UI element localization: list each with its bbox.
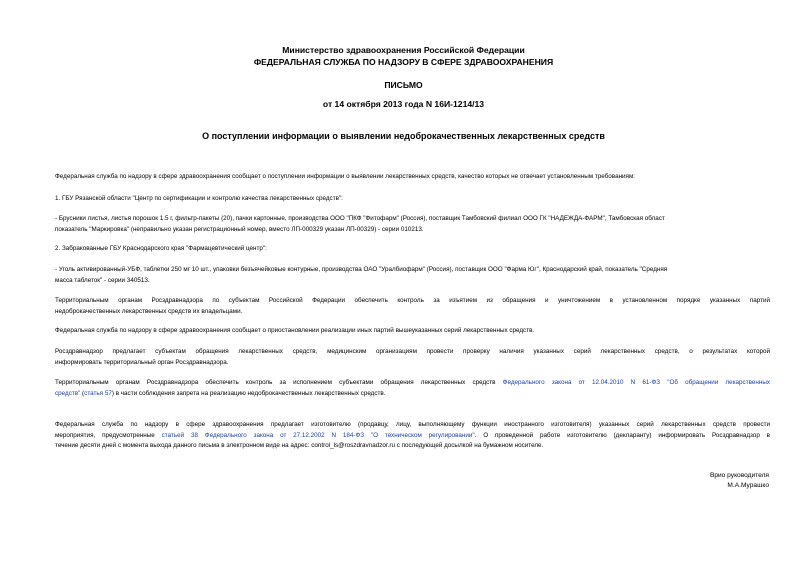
paragraph-suspension [55,326,770,337]
document-date-number: от 14 октября 2013 года N 16И-1214/13 [322,99,485,109]
paragraph-inspection [55,347,770,368]
paragraph-manufacturer [55,420,770,452]
paragraph-item-1-detail [55,214,770,235]
territorial-control-line-1: Территориальным органам Росздравнадзора по субъектам Российской Федерации обеспечить контроль за изъятием из обращения и уничтожением в установленном порядке указанных партий [55,297,770,304]
paragraph-intro [55,172,770,183]
item-1-heading-text: 1. ГБУ Рязанской области "Центр по сертификации и контролю качества лекарственных средств": [55,195,343,202]
federal-law-61-link[interactable]: Федерального закона от 12.04.2010 N 61-ФЗ "Об обращении лекарственных [502,379,770,386]
law-compliance-tail-text: ) в части соблюдения запрета на реализацию недоброкачественных лекарственных средств. [111,389,386,397]
federal-law-184-link[interactable]: статьей 38 Федерального закона от 27.12.2002 N 184-ФЗ "О техническом регулировании" [161,431,475,439]
paragraph-item-2-detail [55,265,770,286]
document-subject: О поступлении информации о выявлении недоброкачественных лекарственных средств [202,131,605,141]
inspection-line-2: информировать территориальный орган Росздравнадзора. [55,358,229,366]
paragraph-law-compliance [55,378,770,399]
manufacturer-text: мероприятия, предусмотренные [55,431,162,439]
manufacturer-line-3: течение десяти дней с момента выхода данного письма в электронном виде на адрес: control_ls@roszdravnadzor.ru с последующей досылкой на бумажном носителе. [55,442,544,449]
federal-law-61-link-continued[interactable]: средств" [55,389,81,397]
inspection-line-1: Росздравнадзор предлагает субъектам обращения лекарственных средств, медицинским организациям провести проверку наличия указанных серий лекарственных средств, о результатах которой [55,348,770,355]
manufacturer-tail-text: . О проведенной работе изготовителю (декларанту) информировать Росздравнадзор в [474,431,770,439]
paragraph-item-2-heading [55,244,770,255]
item-2-detail-line-1: - Уголь активированный-УБФ, таблетки 250 мг 10 шт., упаковки безъячейковые контурные, производства ОАО "Уралбиофарм" (Россия), поставщик ООО "Фарма Юг", Краснодарский край, показатель "Средняя [55,266,668,273]
manufacturer-line-1: Федеральная служба по надзору в сфере здравоохранения предлагает изготовителю (продавцу, лицу, выполняющему функции иностранного изготовителя) указанных серий лекарственных средств провести [55,421,770,428]
territorial-control-line-2: недоброкачественных лекарственных средств их владельцами. [55,307,243,315]
suspension-text: Федеральная служба по надзору в сфере здравоохранения сообщает о приостановлении реализации иных партий вышеуказанных серий лекарственных средств. [55,327,535,334]
ministry-name: Министерство здравоохранения Российской Федерации [282,45,525,55]
item-1-detail-line-2: показатель "Маркировка" (неправильно указан регистрационный номер, вместо ЛП-000329 указан ЛП-00329) - серии 010213. [55,225,424,233]
law-compliance-line-1 [55,378,770,389]
law-compliance-text: Территориальным органам Росздравнадзора обеспечить контроль за исполнением субъектами обращения лекарственных средств [55,379,503,386]
document-type: ПИСЬМО [384,80,423,90]
paragraph-territorial-control [55,296,770,317]
article-57-link[interactable]: статья 57 [84,389,112,397]
item-2-heading-text: 2. Забракованные ГБУ Краснодарского края "Фармацевтический центр": [55,245,267,252]
item-1-detail-line-1: - Брусники листья, листья порошок 1.5 г, фильтр-пакеты (20), пачки картонные, производства ООО "ПКФ "Фитофарм" (Россия), поставщик Тамбовский филиал ООО ГК "НАДЕЖДА-ФАРМ", Тамбовская област [55,215,665,222]
item-2-detail-line-2: масса таблеток" - серии 340513. [55,276,150,284]
signature-name: М.А.Мурашко [727,482,769,489]
paragraph-intro-text: Федеральная служба по надзору в сфере здравоохранения сообщает о поступлении информации о выявлении лекарственных средств, качество которых не отвечает установленным требованиям: [55,173,636,180]
paren-text: ( [80,389,85,397]
law-compliance-line-2 [55,389,770,400]
paragraph-item-1-heading [55,194,770,205]
signature-position: Врио руководителя [709,472,769,479]
service-name: ФЕДЕРАЛЬНАЯ СЛУЖБА ПО НАДЗОРУ В СФЕРЕ ЗДРАВООХРАНЕНИЯ [253,57,554,67]
manufacturer-line-2 [55,431,770,442]
